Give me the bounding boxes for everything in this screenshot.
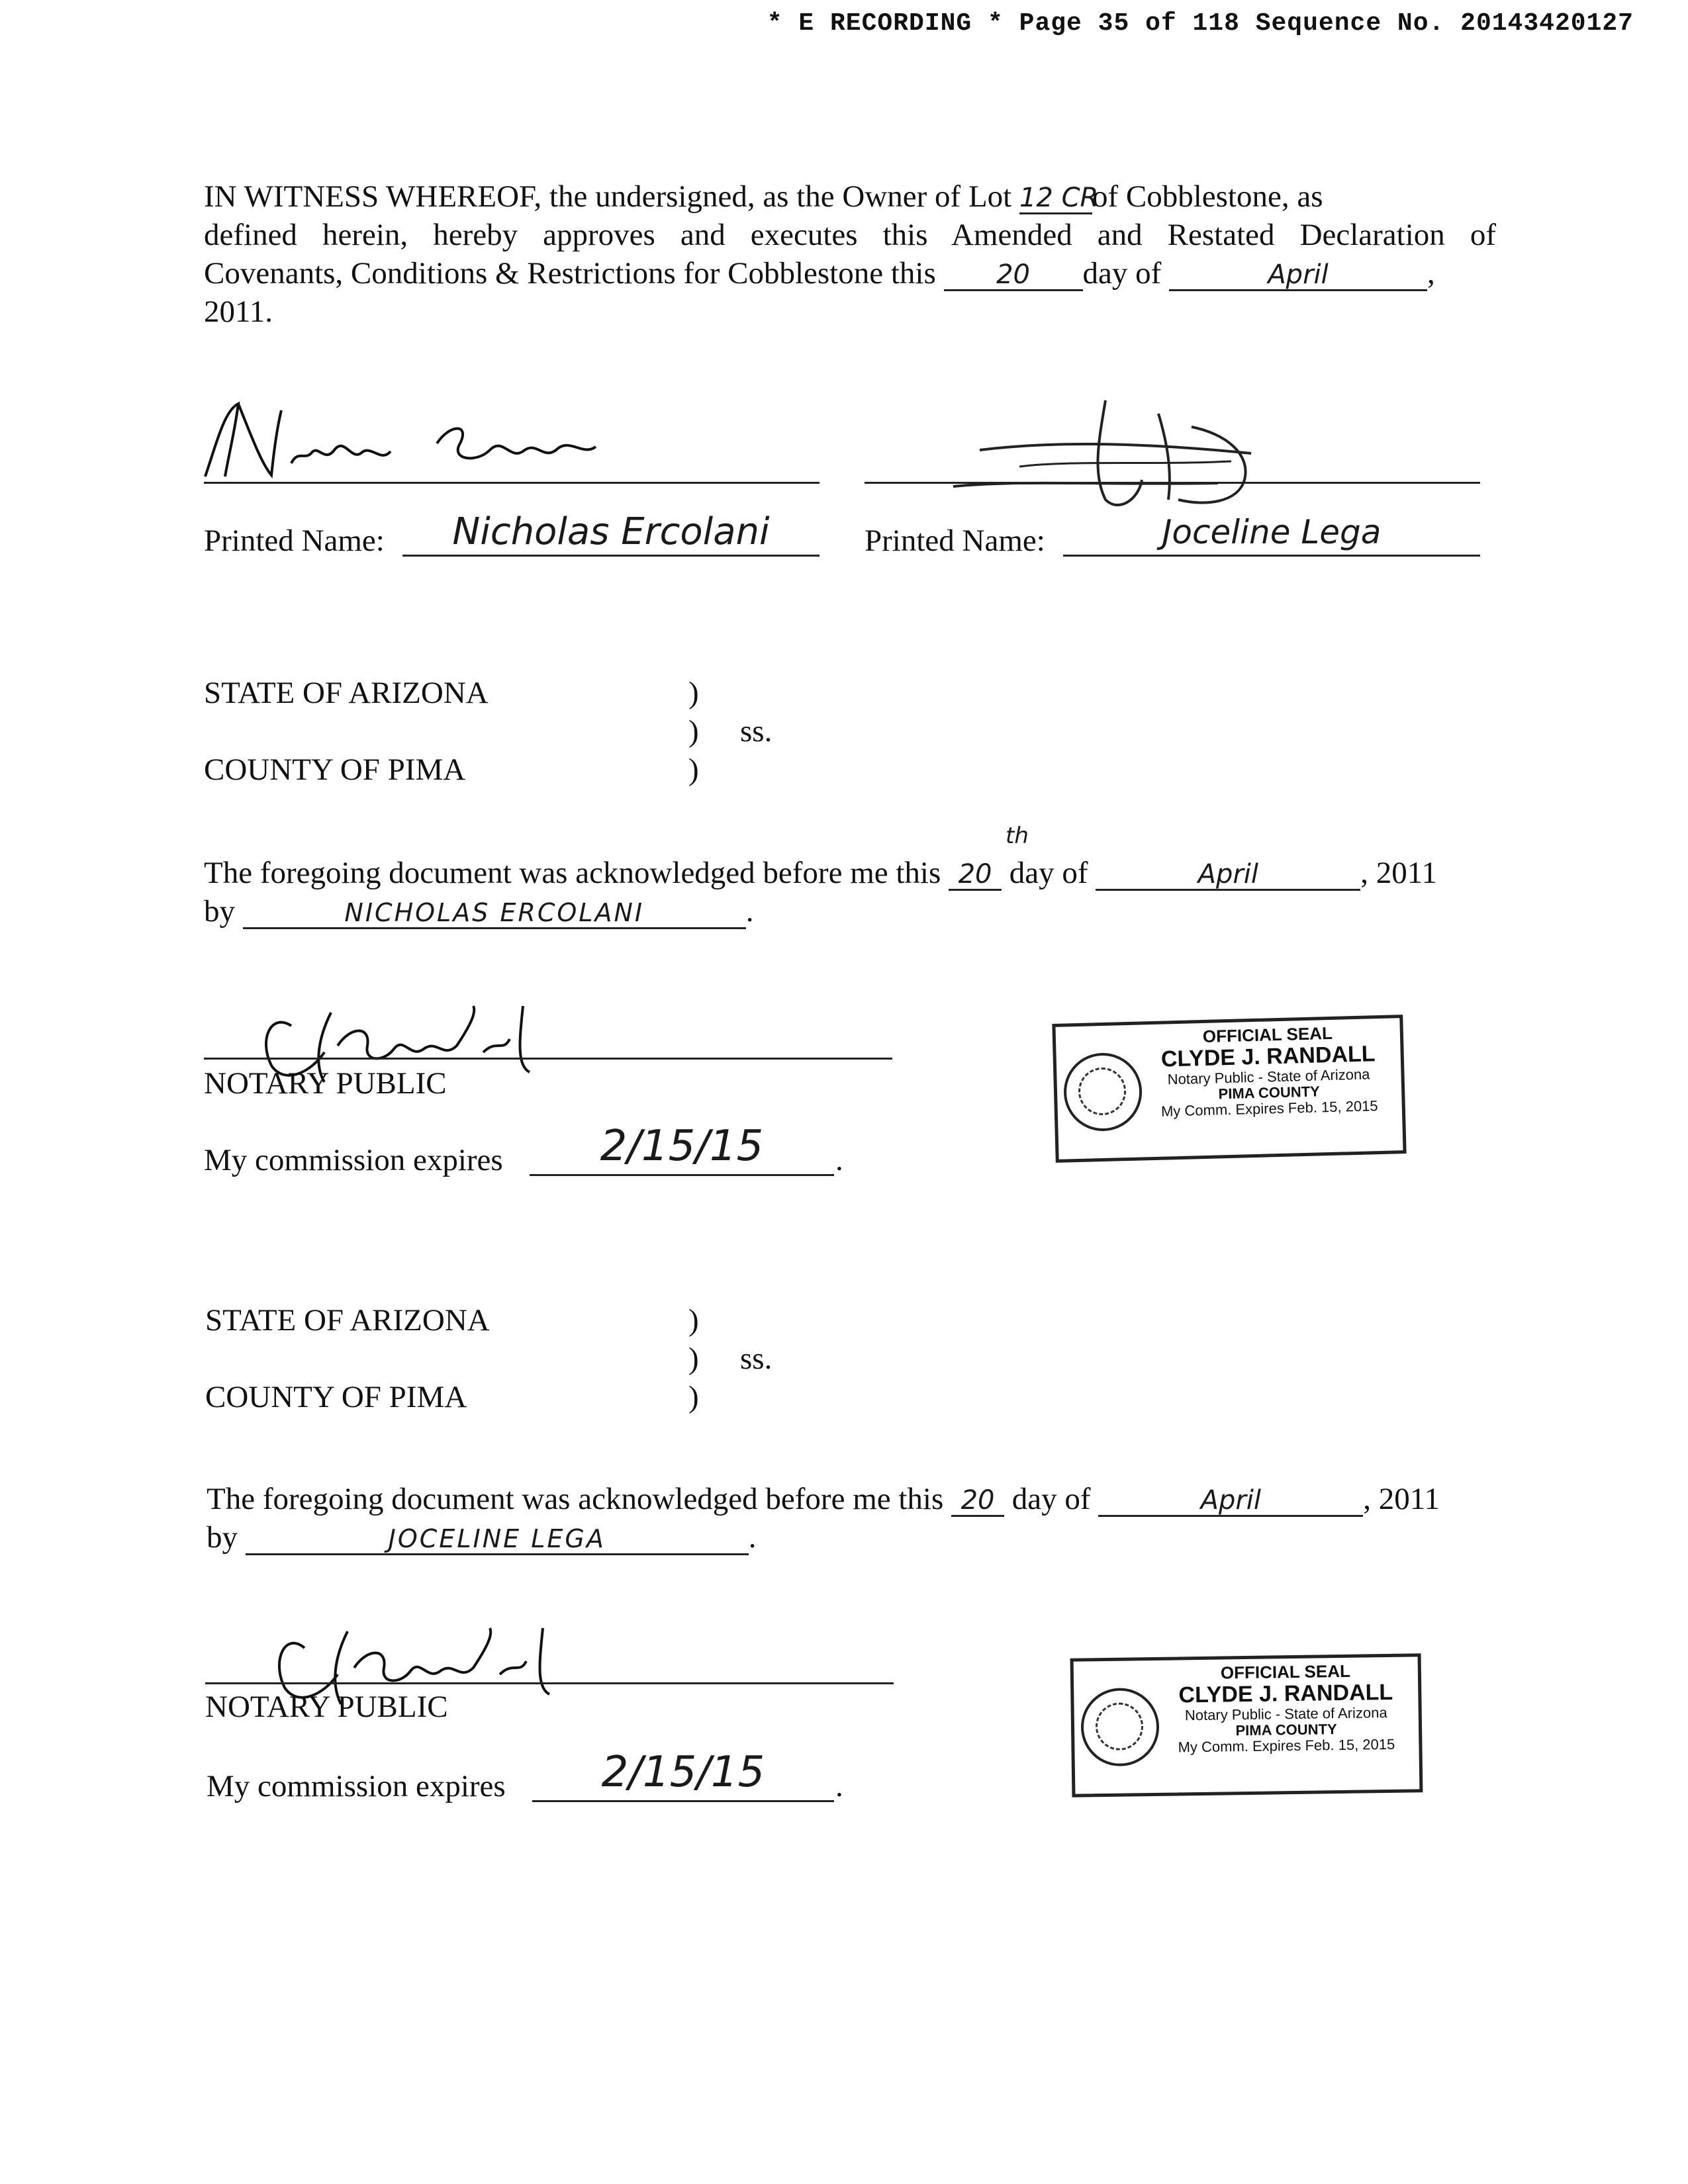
notary2-paren-1: ) (688, 1303, 699, 1338)
notary1-by-period: . (745, 894, 754, 929)
seal2-line1: OFFICIAL SEAL (1220, 1661, 1351, 1683)
witness-month: April (1169, 260, 1427, 291)
witness-day-of: day of (1082, 256, 1162, 291)
notary2-day: 20 (951, 1486, 1004, 1517)
notary1-paren-2: ) (688, 714, 699, 749)
seal1-line3: Notary Public - State of Arizona (1167, 1066, 1370, 1088)
notary2-by-name: JOCELINE LEGA (246, 1524, 749, 1555)
notary2-commission-period: . (835, 1769, 843, 1803)
notary1-by: by (204, 894, 235, 929)
notary1-state: STATE OF ARIZONA (204, 676, 489, 710)
lot-number: 12 CR (1019, 183, 1099, 213)
notary2-ack-pre: The foregoing document was acknowledged before me this (207, 1482, 944, 1516)
notary1-year: , 2011 (1360, 856, 1438, 890)
seal1-line4: PIMA COUNTY (1218, 1083, 1321, 1103)
notary1-day-of: day of (1009, 856, 1088, 890)
notary1-ack-line (204, 823, 1438, 892)
notary2-by-line (207, 1518, 757, 1557)
signature-line-right (865, 482, 1480, 484)
notary2-by: by (207, 1520, 238, 1555)
notary1-by-name: NICHOLAS ERCOLANI (243, 898, 746, 929)
notary2-county: COUNTY OF PIMA (205, 1380, 467, 1414)
notary2-month: April (1098, 1486, 1363, 1517)
notary2-public-label: NOTARY PUBLIC (205, 1690, 448, 1724)
printed-name-left: Nicholas Ercolani (402, 510, 820, 557)
printed-name-right: Joceline Lega (1063, 510, 1480, 557)
notary1-ss: ss. (740, 714, 773, 749)
printed-name-label-right: Printed Name: (865, 523, 1045, 558)
notary1-day (949, 823, 1029, 891)
witness-line-3-pre: Covenants, Conditions & Restrictions for Cobblestone this (204, 256, 936, 291)
seal1-line1: OFFICIAL SEAL (1202, 1023, 1333, 1047)
notary1-by-line (204, 892, 754, 931)
notary1-day-value: 20 (958, 859, 992, 889)
seal2-line3: Notary Public - State of Arizona (1184, 1704, 1387, 1724)
notary1-day-suffix: th (1006, 823, 1029, 849)
witness-year: 2011. (204, 295, 273, 329)
signature-nicholas (199, 397, 635, 490)
notary2-paren-2: ) (688, 1342, 699, 1376)
notary1-signature-line (204, 1058, 892, 1060)
notary1-commission-label: My commission expires (204, 1143, 503, 1177)
witness-day: 20 (944, 260, 1083, 291)
seal2-line4: PIMA COUNTY (1235, 1721, 1337, 1739)
witness-line-1-pre: IN WITNESS WHEREOF, the undersigned, as the Owner of Lot (204, 179, 1012, 214)
notary2-by-period: . (748, 1520, 757, 1555)
notary2-state: STATE OF ARIZONA (205, 1303, 490, 1338)
notary2-paren-3: ) (688, 1380, 699, 1414)
seal2-line5: My Comm. Expires Feb. 15, 2015 (1178, 1736, 1395, 1756)
state-seal-icon (1080, 1688, 1160, 1767)
witness-line-1-post: of Cobblestone, as (1092, 179, 1323, 214)
signature-line-left (204, 482, 820, 484)
notary2-year: , 2011 (1363, 1482, 1440, 1516)
notary-seal-2 (1070, 1653, 1423, 1797)
notary1-county: COUNTY OF PIMA (204, 752, 466, 787)
notary2-day-of: day of (1011, 1482, 1091, 1516)
signature-joceline (940, 387, 1350, 520)
witness-line-1 (204, 177, 1323, 216)
notary2-signature-line (205, 1682, 894, 1684)
notary1-paren-1: ) (688, 676, 699, 710)
printed-name-label-left: Printed Name: (204, 523, 385, 558)
notary2-commission-label: My commission expires (207, 1769, 506, 1803)
notary1-paren-3: ) (688, 752, 699, 787)
witness-line-2: defined herein, hereby approves and executes this Amended and Restated Declaration of (204, 218, 1496, 252)
notary1-commission-date: 2/15/15 (530, 1118, 834, 1176)
notary1-ack-pre: The foregoing document was acknowledged before me this (204, 856, 941, 890)
notary2-ss: ss. (740, 1342, 773, 1376)
notary2-ack-line (207, 1480, 1440, 1518)
notary1-public-label: NOTARY PUBLIC (204, 1066, 447, 1101)
seal2-line2: CLYDE J. RANDALL (1178, 1679, 1393, 1708)
witness-line-3: Covenants, Conditions & Restrictions for Cobblestone this 20 day of April , (204, 256, 1435, 291)
seal1-line5: My Comm. Expires Feb. 15, 2015 (1160, 1097, 1378, 1120)
seal1-line2: CLYDE J. RANDALL (1160, 1040, 1376, 1072)
notary1-commission-period: . (835, 1143, 843, 1177)
notary1-month: April (1096, 860, 1360, 891)
notary-seal-1 (1052, 1015, 1406, 1163)
state-seal-icon (1063, 1052, 1143, 1132)
notary2-commission-date: 2/15/15 (532, 1745, 834, 1802)
recording-header: * E RECORDING * Page 35 of 118 Sequence No. 20143420127 (767, 9, 1634, 38)
